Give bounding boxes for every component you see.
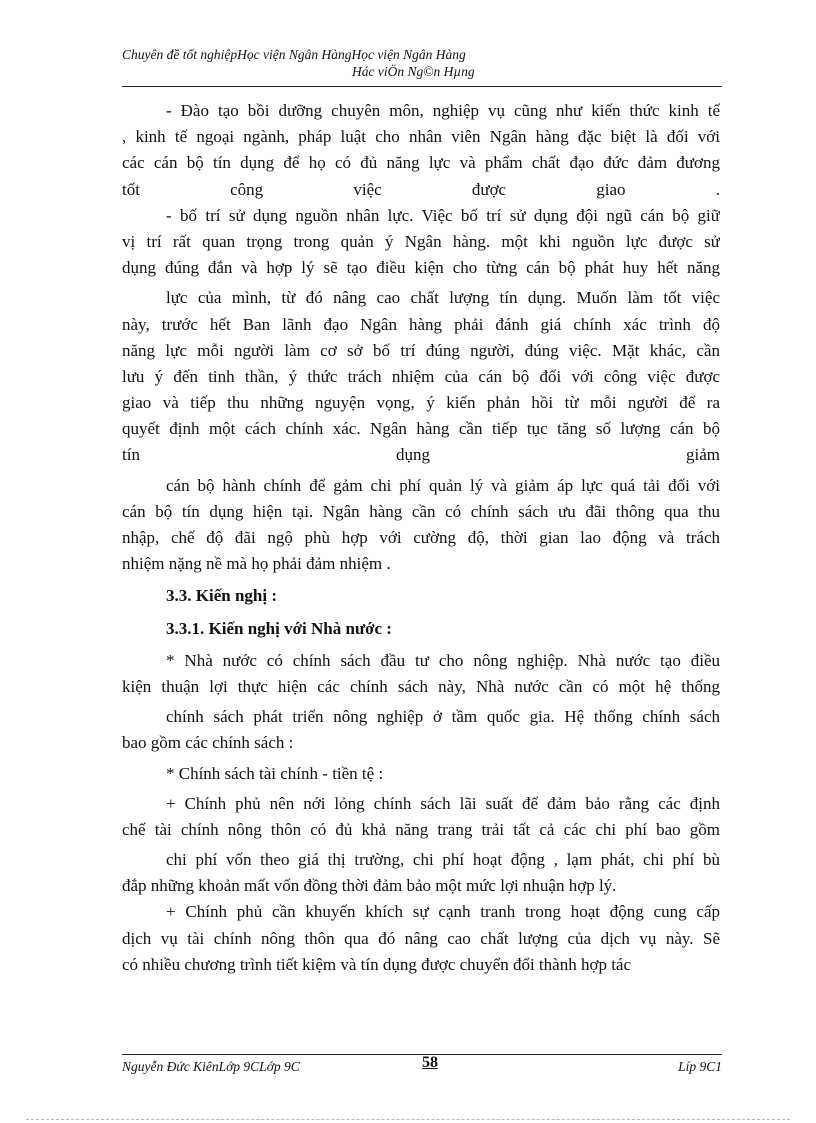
header-line-2: Hác viÖn Ng©n Hµng — [352, 64, 475, 79]
text-line: + Chính phủ cần khuyến khích sự cạnh tranh trong hoạt động cung cấp — [166, 902, 720, 922]
text-line: giao và tiếp thu những nguyện vọng, ý kiến phản hồi từ mỗi người để ra — [122, 393, 720, 413]
text-line: đắp những khoản mất vốn đồng thời đảm bảo một mức lợi nhuận hợp lý. — [122, 876, 617, 896]
text-line: quyết định một cách chính xác. Ngân hàng cần tiếp tục tăng số lượng cán bộ — [122, 419, 720, 439]
page-number: 58 — [422, 1054, 438, 1071]
text-line: + Chính phủ nên nới lỏng chính sách lãi suất để đảm bảo rằng các định — [166, 793, 720, 813]
text-line: chi phí vốn theo giá thị trường, chi phí hoạt động , lạm phát, chi phí bù — [166, 850, 720, 870]
page-footer — [122, 1054, 722, 1077]
text-line: * Chính sách tài chính - tiền tệ : — [166, 763, 384, 783]
page-break-line — [26, 1119, 790, 1120]
text-line: , kinh tế ngoại ngành, pháp luật cho nhân viên Ngân hàng đặc biệt là đối với — [122, 127, 720, 147]
text-line: tốt công việc được giao . — [122, 179, 720, 199]
footer-class: Líp 9C1 — [678, 1059, 722, 1074]
text-line: bao gồm các chính sách : — [122, 733, 294, 753]
text-line: năng lực mỗi người làm cơ sở bố trí đúng người, đúng việc. Mặt khác, cần — [122, 340, 720, 360]
page-header — [122, 46, 722, 80]
text-line: kiện thuận lợi thực hiện các chính sách này, Nhà nước cần có một hệ thống — [122, 676, 720, 696]
text-line: lưu ý đến tinh thần, ý thức trách nhiệm của cán bộ đối với công việc được — [122, 366, 720, 386]
text-line: - bố trí sử dụng nguồn nhân lực. Việc bố trí sử dụng đội ngũ cán bộ giữ — [166, 205, 720, 225]
text-line: * Nhà nước có chính sách đầu tư cho nông nghiệp. Nhà nước tạo điều — [166, 650, 720, 670]
paragraph-human-resources — [122, 203, 720, 578]
text-line: nhiệm nặng nề mà họ phải đảm nhiệm . — [122, 554, 391, 574]
paragraph-interest-rate — [122, 791, 720, 900]
paragraph-agriculture-policy — [122, 648, 720, 757]
paragraph-training — [122, 98, 720, 203]
text-line: chính sách phát triển nông nghiệp ở tầm quốc gia. Hệ thống chính sách — [166, 707, 720, 727]
document-body — [122, 98, 720, 978]
text-line: các cán bộ tín dụng để họ có đủ năng lực và phẩm chất đạo đức đảm đương — [122, 153, 720, 173]
text-line: này, trước hết Ban lãnh đạo Ngân hàng phải đánh giá chính xác trình độ — [122, 314, 720, 334]
paragraph-competition — [122, 899, 720, 978]
text-line: dịch vụ tài chính nông thôn qua đó nâng cao chất lượng của dịch vụ này. Sẽ — [122, 928, 720, 948]
text-line: có nhiều chương trình tiết kiệm và tín dụng được chuyển đổi thành hợp tác — [122, 954, 632, 974]
text-line: lực của mình, từ đó nâng cao chất lượng tín dụng. Muốn làm tốt việc — [166, 288, 720, 308]
text-line: dụng đúng đắn và hợp lý sẽ tạo điều kiện cho từng cán bộ phát huy hết năng — [122, 258, 720, 278]
text-line: - Đào tạo bồi dưỡng chuyên môn, nghiệp vụ cũng như kiến thức kinh tế — [166, 101, 720, 120]
header-divider — [122, 86, 722, 87]
text-line: nhập, chế độ đãi ngộ phù hợp với cường độ, thời gian lao động và trách — [122, 528, 720, 547]
text-line: cán bộ hành chính để gảm chi phí quản lý và giảm áp lực quá tải đối với — [166, 475, 720, 495]
text-line: chế tài chính nông thôn có đủ khả năng trang trải tất cả các chi phí bao gồm — [122, 819, 720, 839]
section-heading: 3.3. Kiến nghị : — [166, 586, 277, 606]
text-line: vị trí rất quan trọng trong quản ý Ngân hàng. một khi nguồn lực được sử — [122, 231, 720, 251]
text-line: cán bộ tín dụng hiện tại. Ngân hàng cần có chính sách ưu đãi thông qua thu — [122, 501, 720, 521]
footer-author: Nguyễn Đức KiênLớp 9CLớp 9C — [122, 1059, 300, 1074]
header-line-1: Chuyên đề tốt nghiệpHọc viện Ngân HàngHọc viện Ngân Hàng — [122, 47, 466, 62]
text-line: tín dụng giảm — [122, 445, 720, 465]
subsection-heading: 3.3.1. Kiến nghị với Nhà nước : — [166, 618, 392, 638]
